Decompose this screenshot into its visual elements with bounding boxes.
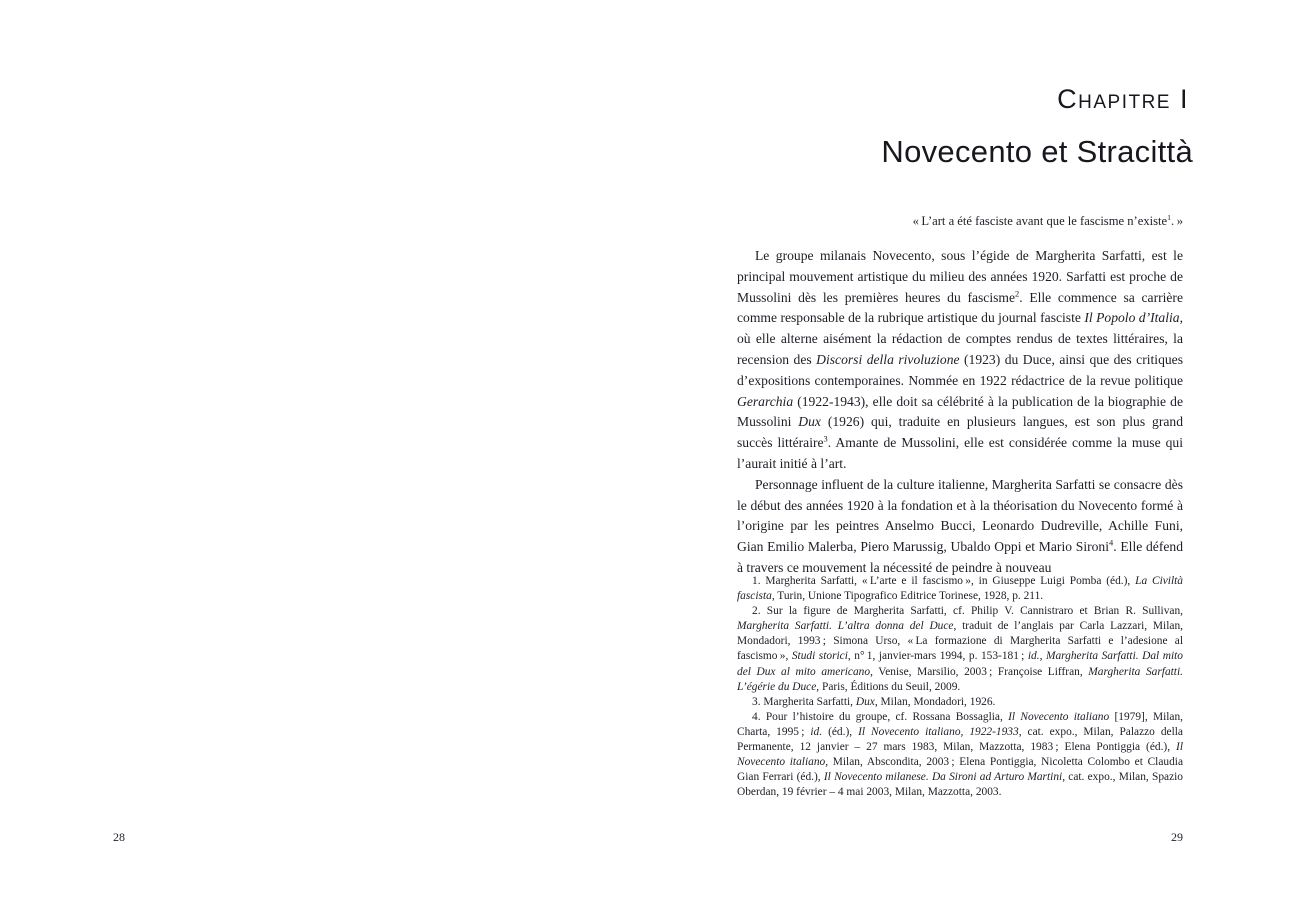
- footnote-3: 3. Margherita Sarfatti, Dux, Milan, Mondadori, 1926.: [752, 695, 996, 708]
- footnotes: [737, 574, 1183, 800]
- page-number-right: 29: [1171, 830, 1183, 844]
- footnote-1: 1. Margherita Sarfatti, « L’arte e il fascismo », in Giuseppe Luigi Pomba (éd.), La Civiltà fascista, Turin, Unione Tipografico Editrice Torinese, 1928, p. 211.: [737, 575, 1183, 603]
- chapter-title: Novecento et Stracittà: [881, 134, 1193, 169]
- epigraph: « L’art a été fasciste avant que le fascisme n’existe$^1$. »: [912, 212, 1183, 228]
- right-page: [647, 0, 1294, 913]
- page-number-left: 28: [113, 830, 125, 844]
- body-text: [737, 246, 1183, 579]
- body-paragraph-2: Personnage influent de la culture italienne, Margherita Sarfatti se consacre dès le début des années 1920 à la fondation et à la théorisation du Novecento formé à l’origine par les peintres Anselmo Bucci, Leonardo Dudreville, Achille Funi, Gian Emilio Malerba, Piero Marussig, Ubaldo Oppi et Mario Sironi$^4$. Elle défend à travers ce mouvement la nécessité de peindre à nouveau: [737, 476, 1183, 575]
- body-paragraph-1: Le groupe milanais Novecento, sous l’égide de Margherita Sarfatti, est le principal mouvement artistique du milieu des années 1920. Sarfatti est proche de Mussolini dès les premières heures du fascisme$^2$. Elle commence sa carrière comme responsable de la rubrique artistique du journal fasciste Il Popolo d’Italia, où elle alterne aisément la rédaction de comptes rendus de textes littéraires, la recension des Discorsi della rivoluzione (1923) du Duce, ainsi que des critiques d’expositions contemporaines. Nommée en 1922 rédactrice de la revue politique Gerarchia (1922-1943), elle doit sa célébrité à la publication de la biographie de Mussolini Dux (1926) qui, traduite en plusieurs langues, est son plus grand succès littéraire$^3$. Amante de Mussolini, elle est considérée comme la muse qui l’aurait initié à l’art.: [737, 248, 1183, 471]
- footnote-4: 4. Pour l’histoire du groupe, cf. Rossana Bossaglia, Il Novecento italiano [1979], Milan, Charta, 1995 ; id. (éd.), Il Novecento italiano, 1922-1933, cat. expo., Milan, Palazzo della Permanente, 12 janvier – 27 mars 1983, Milan, Mazzotta, 1983 ; Elena Pontiggia (éd.), Il Novecento italiano, Milan, Abscondita, 2003 ; Elena Pontiggia, Nicoletta Colombo et Claudia Gian Ferrari (éd.), Il Novecento milanese. Da Sironi ad Arturo Martini, cat. expo., Milan, Spazio Oberdan, 19 février – 4 mai 2003, Milan, Mazzotta, 2003.: [737, 710, 1184, 799]
- footnote-2: 2. Sur la figure de Margherita Sarfatti, cf. Philip V. Cannistraro et Brian R. Sullivan, Margherita Sarfatti. L’altra donna del Duce, traduit de l’anglais par Carla Lazzari, Milan, Mondadori, 1993 ; Simona Urso, « La formazione di Margherita Sarfatti e l’adesione al fascismo », Studi storici, n° 1, janvier-mars 1994, p. 153-181 ; id., Margherita Sarfatti. Dal mito del Dux al mito americano, Venise, Marsilio, 2003 ; Françoise Liffran, Margherita Sarfatti. L’égérie du Duce, Paris, Éditions du Seuil, 2009.: [737, 605, 1183, 693]
- chapter-label: Chapitre I: [1057, 84, 1189, 114]
